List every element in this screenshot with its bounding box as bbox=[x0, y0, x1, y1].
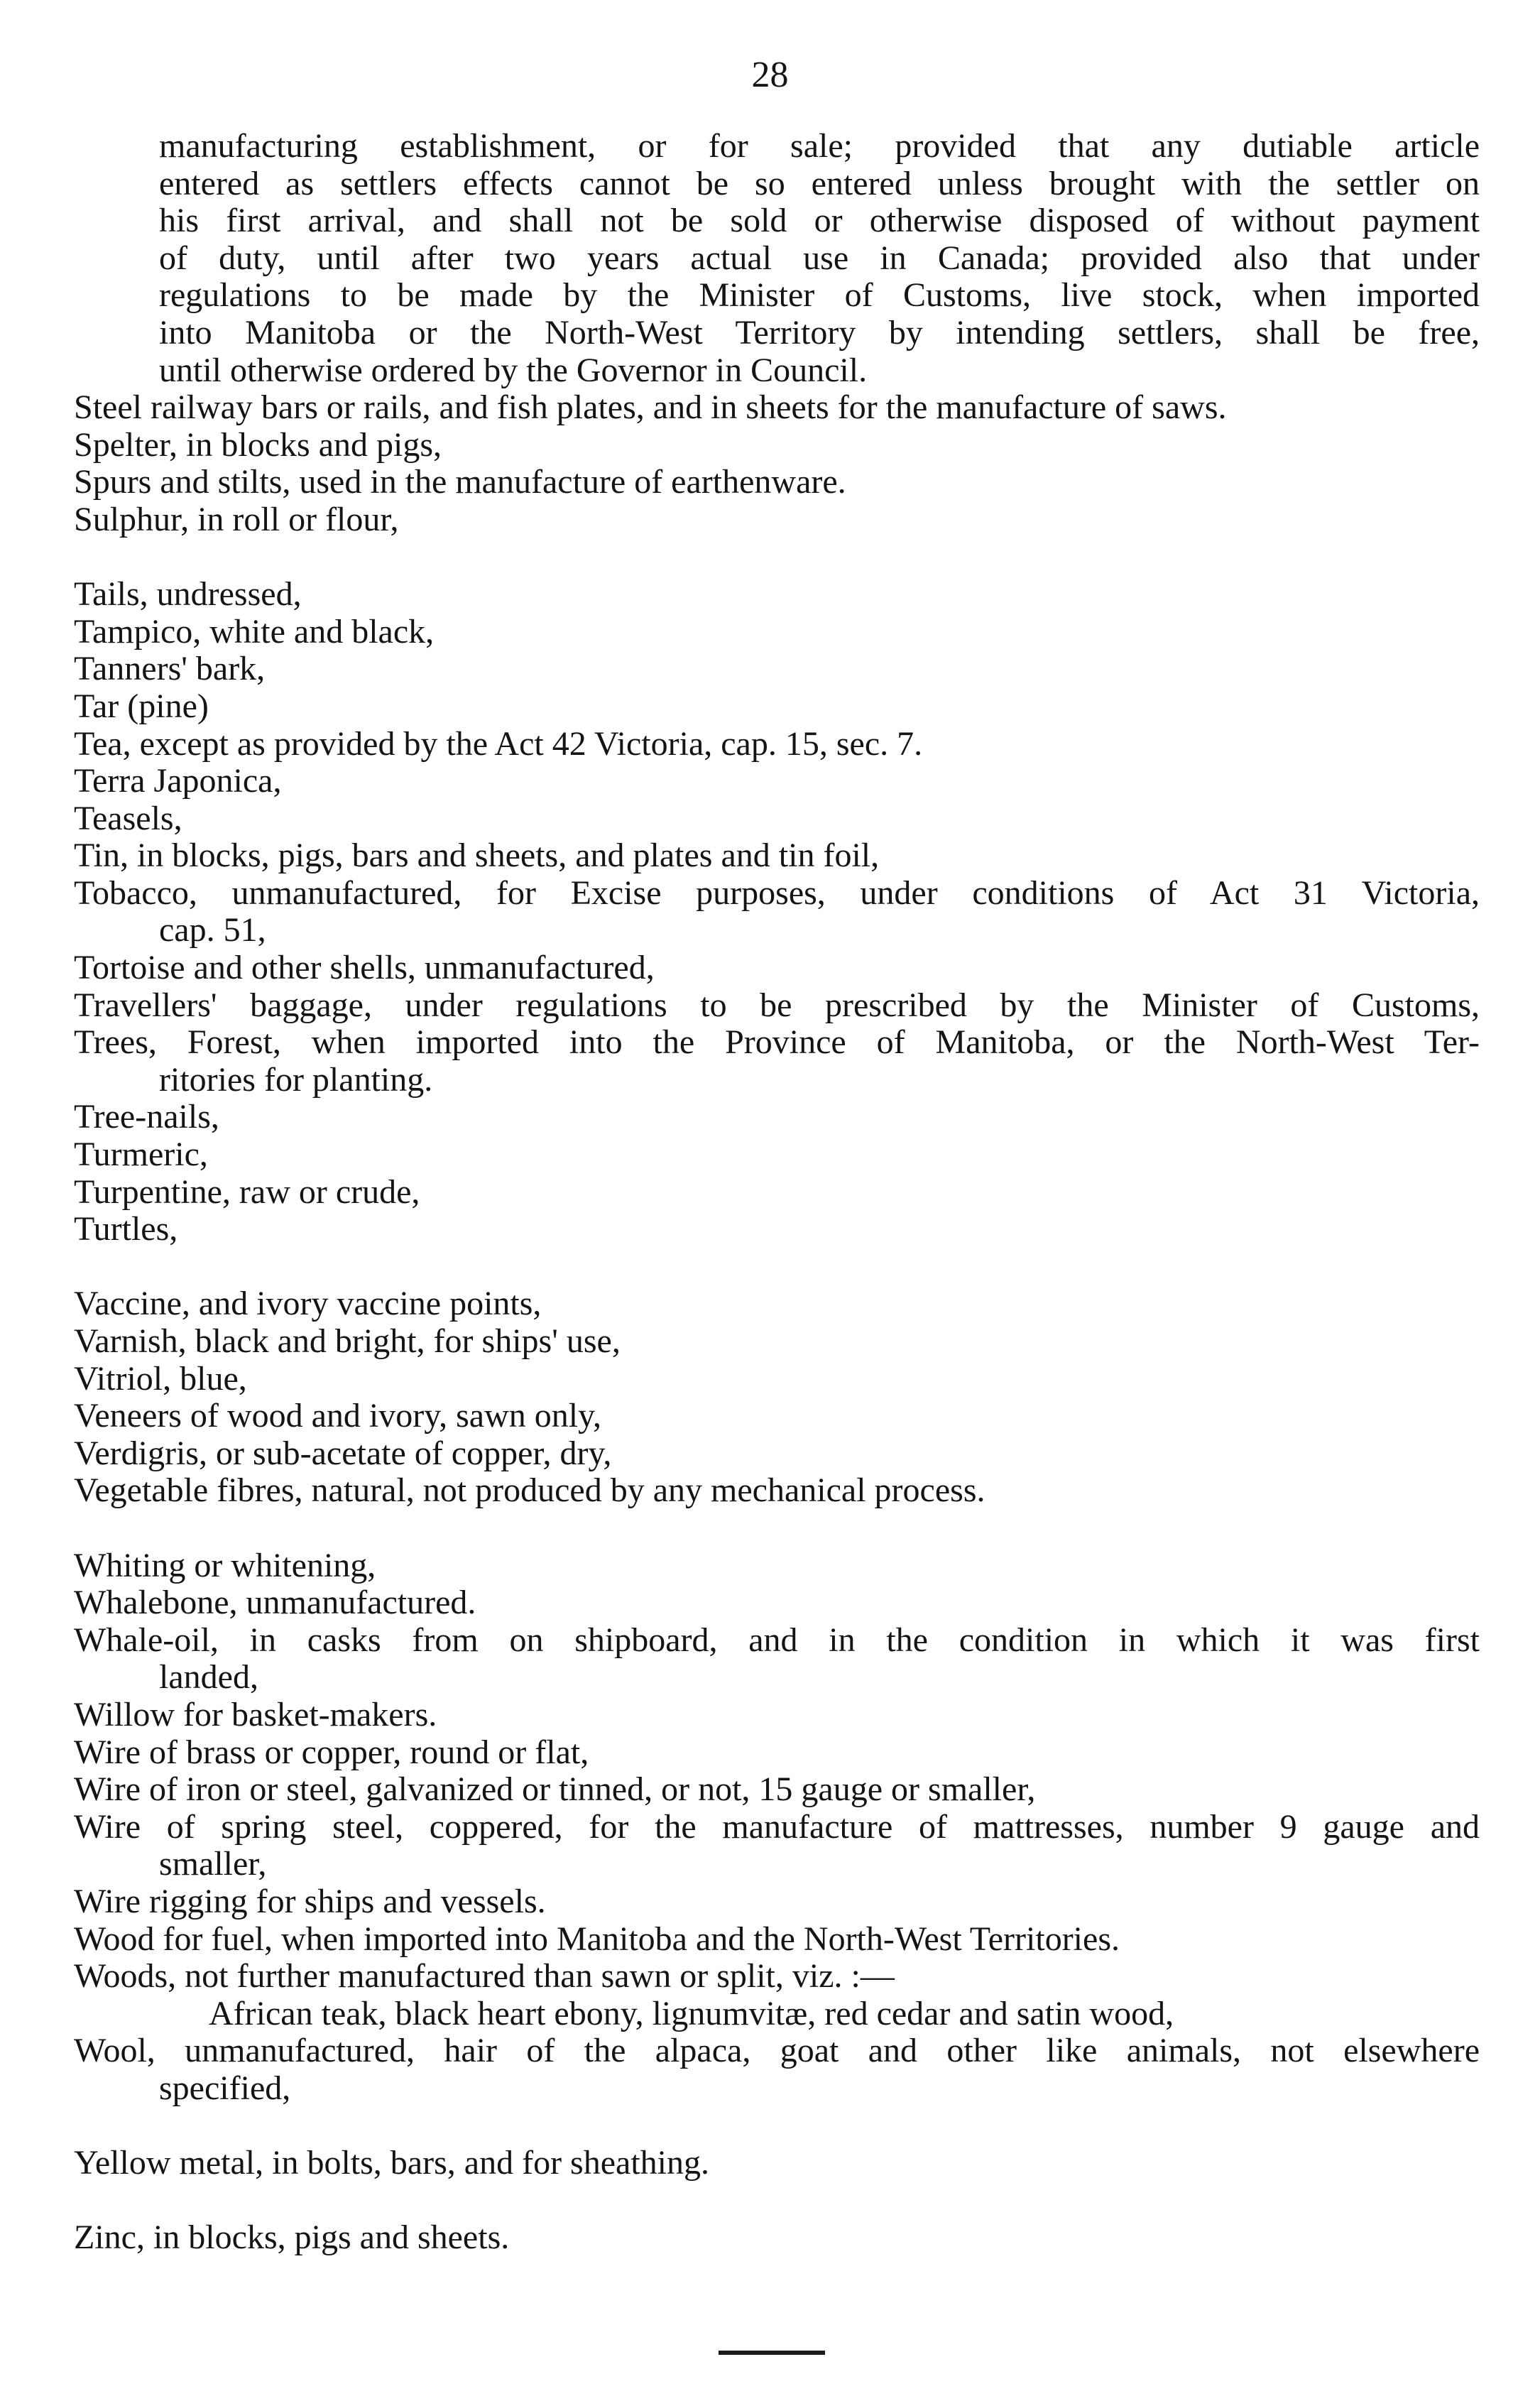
list-item: Wool, unmanufactured, hair of the alpaca, goat and other like animals, not elsewhere bbox=[74, 2032, 1480, 2070]
list-item: Wire of brass or copper, round or flat, bbox=[74, 1733, 589, 1771]
section-gap bbox=[74, 1510, 1480, 1547]
list-item: Tea, except as provided by the Act 42 Victoria, cap. 15, sec. 7. bbox=[74, 724, 923, 763]
list-item: Travellers' baggage, under regulations to be prescribed by the Minister of Customs, bbox=[74, 986, 1480, 1024]
list-item: Tanners' bark, bbox=[74, 650, 266, 688]
text-line: entered as settlers effects cannot be so entered unless brought with the settler on bbox=[159, 164, 1480, 202]
list-item: Trees, Forest, when imported into the Province of Manitoba, or the North-West Ter- bbox=[74, 1023, 1480, 1062]
list-item-continuation: cap. 51, bbox=[159, 911, 266, 949]
list-item: Zinc, in blocks, pigs and sheets. bbox=[74, 2218, 510, 2257]
list-item: Tin, in blocks, pigs, bars and sheets, and plates and tin foil, bbox=[74, 837, 880, 875]
list-item: Steel railway bars or rails, and fish plates, and in sheets for the manufacture of saws. bbox=[74, 388, 1227, 427]
section-gap bbox=[74, 539, 1480, 577]
list-item-continuation: ritories for planting. bbox=[159, 1060, 433, 1099]
text-line: of duty, until after two years actual use in Canada; provided also that under bbox=[159, 239, 1480, 277]
list-item: Wire of spring steel, coppered, for the manufacture of mattresses, number 9 gauge and bbox=[74, 1807, 1480, 1846]
text-line: manufacturing establishment, or for sale; provided that any dutiable article bbox=[159, 127, 1480, 165]
list-item: Yellow metal, in bolts, bars, and for sheathing. bbox=[74, 2144, 710, 2182]
list-item: Turmeric, bbox=[74, 1136, 208, 1174]
list-item: Turpentine, raw or crude, bbox=[74, 1172, 420, 1211]
list-item: Wire rigging for ships and vessels. bbox=[74, 1882, 546, 1920]
section-gap bbox=[74, 1248, 1480, 1286]
list-item: Sulphur, in roll or flour, bbox=[74, 500, 399, 538]
list-item: Whalebone, unmanufactured. bbox=[74, 1584, 476, 1622]
list-item: Whiting or whitening, bbox=[74, 1546, 376, 1584]
list-item: Vegetable fibres, natural, not produced by any mechanical process. bbox=[74, 1471, 985, 1510]
list-item: Tails, undressed, bbox=[74, 575, 302, 614]
list-item: Varnish, black and bright, for ships' use, bbox=[74, 1322, 621, 1360]
list-item: Wood for fuel, when imported into Manitoba and the North-West Territories. bbox=[74, 1920, 1120, 1958]
list-item-continuation: smaller, bbox=[159, 1845, 267, 1883]
page-number: 28 bbox=[751, 55, 789, 95]
section-gap bbox=[74, 2182, 1480, 2220]
list-item: Woods, not further manufactured than sawn or split, viz. :— bbox=[74, 1957, 895, 1996]
list-item: Tar (pine) bbox=[74, 687, 209, 725]
text-line: his first arrival, and shall not be sold or otherwise disposed of without payment bbox=[159, 202, 1480, 240]
list-item: Teasels, bbox=[74, 799, 182, 837]
section-gap bbox=[74, 2107, 1480, 2145]
list-item: Veneers of wood and ivory, sawn only, bbox=[74, 1397, 601, 1435]
list-item: Spurs and stilts, used in the manufacture of earthenware. bbox=[74, 463, 846, 501]
list-item: Terra Japonica, bbox=[74, 762, 282, 800]
list-subitem: African teak, black heart ebony, lignumvitæ, red cedar and satin wood, bbox=[209, 1994, 1174, 2032]
list-item-continuation: specified, bbox=[159, 2069, 291, 2107]
list-item: Spelter, in blocks and pigs, bbox=[74, 425, 442, 464]
list-item: Tortoise and other shells, unmanufactured, bbox=[74, 949, 655, 987]
list-item: Whale-oil, in casks from on shipboard, and in the condition in which it was first bbox=[74, 1621, 1480, 1659]
list-item: Willow for basket-makers. bbox=[74, 1695, 437, 1733]
list-item: Vaccine, and ivory vaccine points, bbox=[74, 1285, 542, 1323]
list-item: Verdigris, or sub-acetate of copper, dry, bbox=[74, 1434, 612, 1472]
list-item: Wire of iron or steel, galvanized or tinned, or not, 15 gauge or smaller, bbox=[74, 1770, 1036, 1809]
list-item: Turtles, bbox=[74, 1210, 178, 1248]
list-item-continuation: landed, bbox=[159, 1658, 258, 1697]
text-line: into Manitoba or the North-West Territory by intending settlers, shall be free, bbox=[159, 313, 1480, 352]
text-line: until otherwise ordered by the Governor in Council. bbox=[159, 351, 868, 389]
list-item: Tree-nails, bbox=[74, 1098, 219, 1136]
tariff-free-list bbox=[74, 128, 1480, 2257]
list-item: Tampico, white and black, bbox=[74, 612, 435, 650]
text-line: regulations to be made by the Minister of Customs, live stock, when imported bbox=[159, 276, 1480, 315]
list-item: Tobacco, unmanufactured, for Excise purposes, under conditions of Act 31 Victoria, bbox=[74, 873, 1480, 912]
closing-rule bbox=[719, 2351, 825, 2355]
list-item: Vitriol, blue, bbox=[74, 1359, 247, 1398]
